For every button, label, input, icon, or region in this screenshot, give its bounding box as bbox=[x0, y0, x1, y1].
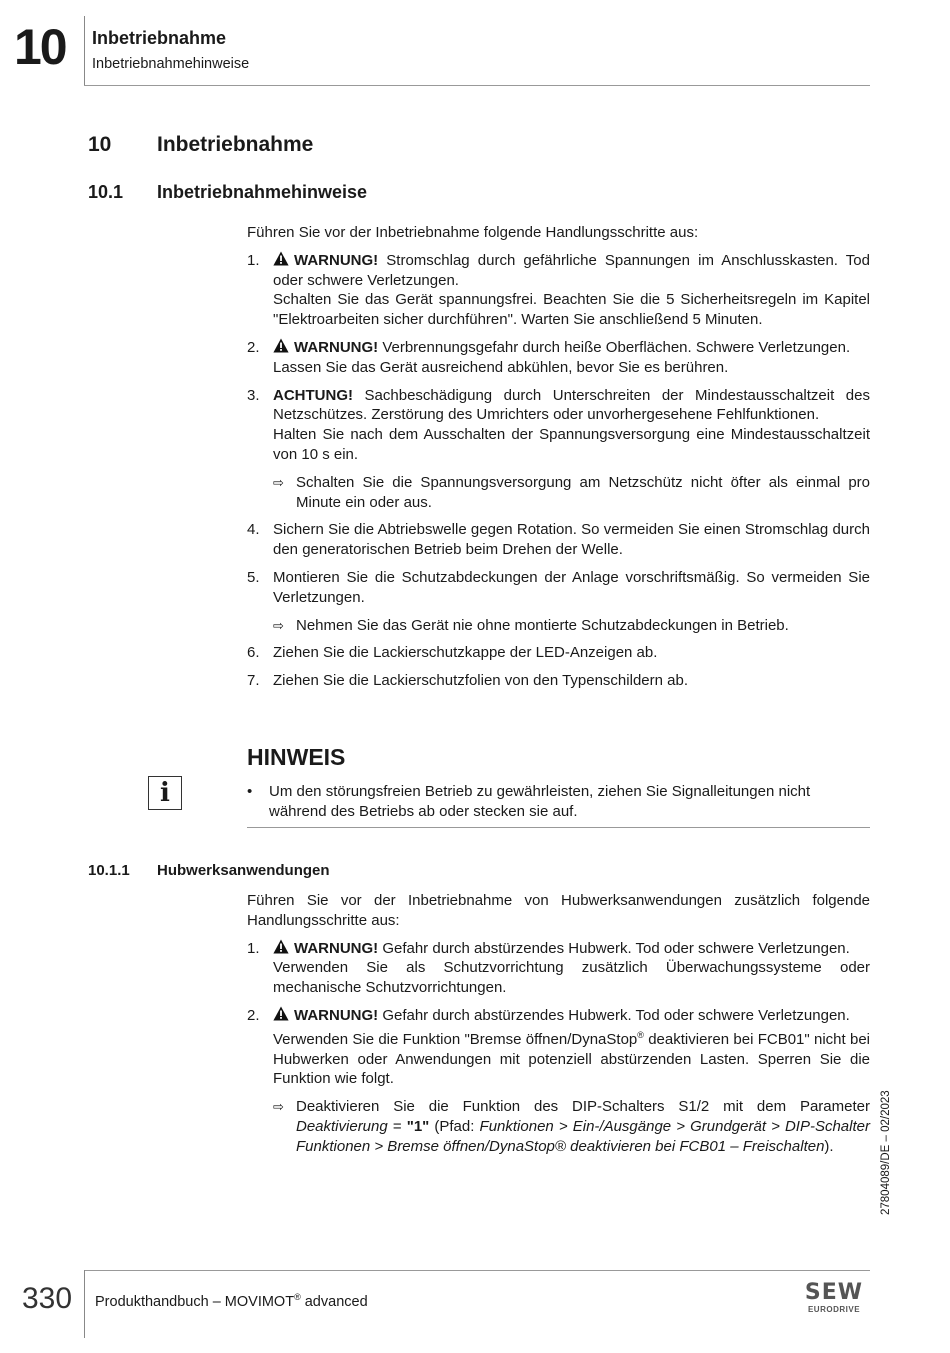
warning-icon bbox=[273, 939, 289, 954]
list-item bbox=[247, 568, 870, 635]
warning-icon bbox=[273, 251, 289, 266]
section-title: Inbetriebnahme bbox=[157, 133, 314, 156]
step-text: Verbrennungsgefahr durch heiße Oberflächen. Schwere Verletzungen. bbox=[378, 338, 851, 356]
arrow-right-icon: ⇨ bbox=[273, 474, 284, 490]
intro-text: Führen Sie vor der Inbetriebnahme von Hubwerksanwendungen zusätzlich folgende Handlungsschritte aus: bbox=[247, 892, 870, 929]
header-divider bbox=[84, 16, 85, 86]
step-text: Ziehen Sie die Lackierschutzfolien von den Typenschildern ab. bbox=[273, 672, 688, 690]
header-rule bbox=[84, 85, 870, 86]
step-number: 5. bbox=[247, 568, 260, 586]
step-extra: Halten Sie nach dem Ausschalten der Spannungsversorgung eine Mindestausschaltzeit von 10 s ein. bbox=[273, 426, 870, 463]
result-eq: = bbox=[387, 1117, 407, 1135]
step-extra-b: deaktivieren bei FCB01" nicht bei Hubwerken oder Anwendungen mit potenziell abstürzenden Lasten. Sperren Sie die Funktion wie folgt. bbox=[273, 1030, 871, 1088]
footer-text bbox=[95, 1292, 368, 1310]
step-extra: Lassen Sie das Gerät ausreichend abkühlen, bevor Sie es berühren. bbox=[273, 358, 729, 376]
result-text: Schalten Sie die Spannungsversorgung am Netzschütz nicht öfter als einmal pro Minute ein oder aus. bbox=[296, 473, 870, 511]
list-item bbox=[247, 643, 870, 663]
parameter-path: Funktionen > Ein-/Ausgänge > Grundgerät > DIP-Schalter Funktionen > Bremse öffnen/DynaStop® deaktivieren bei FCB01 – Freischalten bbox=[296, 1117, 870, 1155]
signal-word: WARNUNG! bbox=[294, 939, 379, 957]
document-id: 27804089/DE – 02/2023 bbox=[880, 1090, 892, 1215]
list-item bbox=[247, 386, 870, 513]
list-item bbox=[247, 520, 870, 560]
hubwerk-block bbox=[247, 891, 870, 1157]
subsection-title: Inbetriebnahmehinweise bbox=[157, 182, 368, 202]
result-text: Nehmen Sie das Gerät nie ohne montierte Schutzabdeckungen in Betrieb. bbox=[296, 616, 789, 634]
step-text: Sachbeschädigung durch Unterschreiten der Mindestausschaltzeit des Netzschützes. Zerstörung des Umrichters oder unvorhergesehene Fehlfunktionen. bbox=[273, 386, 870, 424]
step-number: 1. bbox=[247, 939, 260, 957]
registered-mark: ® bbox=[294, 1292, 301, 1302]
step-text: Gefahr durch abstürzendes Hubwerk. Tod oder schwere Verletzungen. bbox=[378, 939, 850, 957]
warning-icon bbox=[273, 338, 289, 353]
subsubsection-number: 10.1.1 bbox=[88, 862, 130, 879]
signal-word: WARNUNG! bbox=[294, 338, 379, 356]
step-number: 7. bbox=[247, 672, 260, 690]
step-number: 3. bbox=[247, 386, 260, 404]
step-number: 4. bbox=[247, 521, 260, 539]
arrow-right-icon: ⇨ bbox=[273, 1099, 284, 1115]
logo-line1: SEW bbox=[804, 1280, 864, 1305]
hinweis-rule bbox=[247, 827, 870, 828]
registered-mark: ® bbox=[637, 1029, 644, 1040]
bullet: • bbox=[247, 783, 253, 800]
hinweis-text: Um den störungsfreien Betrieb zu gewährleisten, ziehen Sie Signalleitungen nicht während des Betriebs ab oder stecken sie auf. bbox=[269, 783, 811, 820]
result-text: Deaktivieren Sie die Funktion des DIP-Schalters S1/2 mit dem Parameter bbox=[296, 1098, 870, 1116]
list-item bbox=[247, 338, 870, 378]
step-extra-a: Verwenden Sie die Funktion "Bremse öffnen/DynaStop bbox=[273, 1030, 638, 1048]
header-subtitle: Inbetriebnahmehinweise bbox=[92, 56, 250, 72]
step-text: Montieren Sie die Schutzabdeckungen der Anlage vorschriftsmäßig. So vermeiden Sie Verletzungen. bbox=[273, 568, 870, 606]
warning-icon bbox=[273, 1006, 289, 1021]
step-extra: Verwenden Sie als Schutzvorrichtung zusätzlich Überwachungssysteme oder mechanische Schutzvorrichtungen. bbox=[273, 959, 870, 997]
signal-word: WARNUNG! bbox=[294, 1006, 379, 1024]
signal-word: WARNUNG! bbox=[294, 251, 379, 269]
subsection-number: 10.1 bbox=[88, 182, 124, 202]
parameter-name: Deaktivierung bbox=[296, 1117, 388, 1135]
step-text: Sichern Sie die Abtriebswelle gegen Rotation. So vermeiden Sie einen Stromschlag durch den generatorischen Betrieb beim Drehen der Welle. bbox=[273, 521, 870, 559]
steps-list bbox=[247, 251, 870, 691]
list-item bbox=[247, 1006, 870, 1157]
intro-text: Führen Sie vor der Inbetriebnahme folgende Handlungsschritte aus: bbox=[247, 224, 699, 241]
step-text: Gefahr durch abstürzendes Hubwerk. Tod oder schwere Verletzungen. bbox=[378, 1006, 850, 1024]
list-item bbox=[247, 671, 870, 691]
hinweis-title: HINWEIS bbox=[247, 744, 346, 770]
result-item bbox=[273, 616, 870, 636]
step-extra: Schalten Sie das Gerät spannungsfrei. Beachten Sie die 5 Sicherheitsregeln im Kapitel "Elektroarbeiten sicher durchführen". Warten Sie anschließend 5 Minuten. bbox=[273, 291, 870, 329]
step-number: 1. bbox=[247, 251, 260, 269]
step-extra bbox=[273, 1026, 870, 1089]
step-text: Stromschlag durch gefährliche Spannungen im Anschlusskasten. Tod oder schwere Verletzungen. bbox=[273, 251, 870, 289]
sew-logo bbox=[798, 1282, 870, 1314]
page-number: 330 bbox=[22, 1282, 73, 1315]
result-text-c: ). bbox=[824, 1137, 834, 1155]
section-number: 10 bbox=[88, 133, 112, 156]
step-text: Ziehen Sie die Lackierschutzkappe der LED-Anzeigen ab. bbox=[273, 644, 658, 662]
footer-text-a: Produkthandbuch – MOVIMOT bbox=[95, 1294, 295, 1310]
signal-word: ACHTUNG! bbox=[273, 386, 353, 404]
chapter-number: 10 bbox=[14, 19, 66, 75]
steps-block bbox=[247, 223, 870, 691]
result-text-b: (Pfad: bbox=[429, 1117, 480, 1135]
step-number: 2. bbox=[247, 1006, 260, 1024]
step-number: 2. bbox=[247, 338, 260, 356]
subsubsection-title: Hubwerksanwendungen bbox=[157, 862, 330, 879]
footer-text-b: advanced bbox=[300, 1294, 368, 1310]
header-title: Inbetriebnahme bbox=[92, 28, 227, 48]
hinweis-body bbox=[247, 782, 870, 822]
result-item bbox=[273, 1097, 870, 1156]
info-icon: i bbox=[148, 776, 182, 810]
steps-list bbox=[247, 939, 870, 1157]
footer-rule bbox=[84, 1270, 870, 1271]
parameter-value: "1" bbox=[406, 1117, 430, 1135]
step-number: 6. bbox=[247, 644, 260, 662]
footer-divider bbox=[84, 1270, 85, 1338]
result-item bbox=[273, 473, 870, 513]
list-item bbox=[247, 251, 870, 330]
logo-line2: EURODRIVE bbox=[807, 1305, 861, 1314]
arrow-right-icon: ⇨ bbox=[273, 617, 284, 633]
list-item bbox=[247, 939, 870, 998]
